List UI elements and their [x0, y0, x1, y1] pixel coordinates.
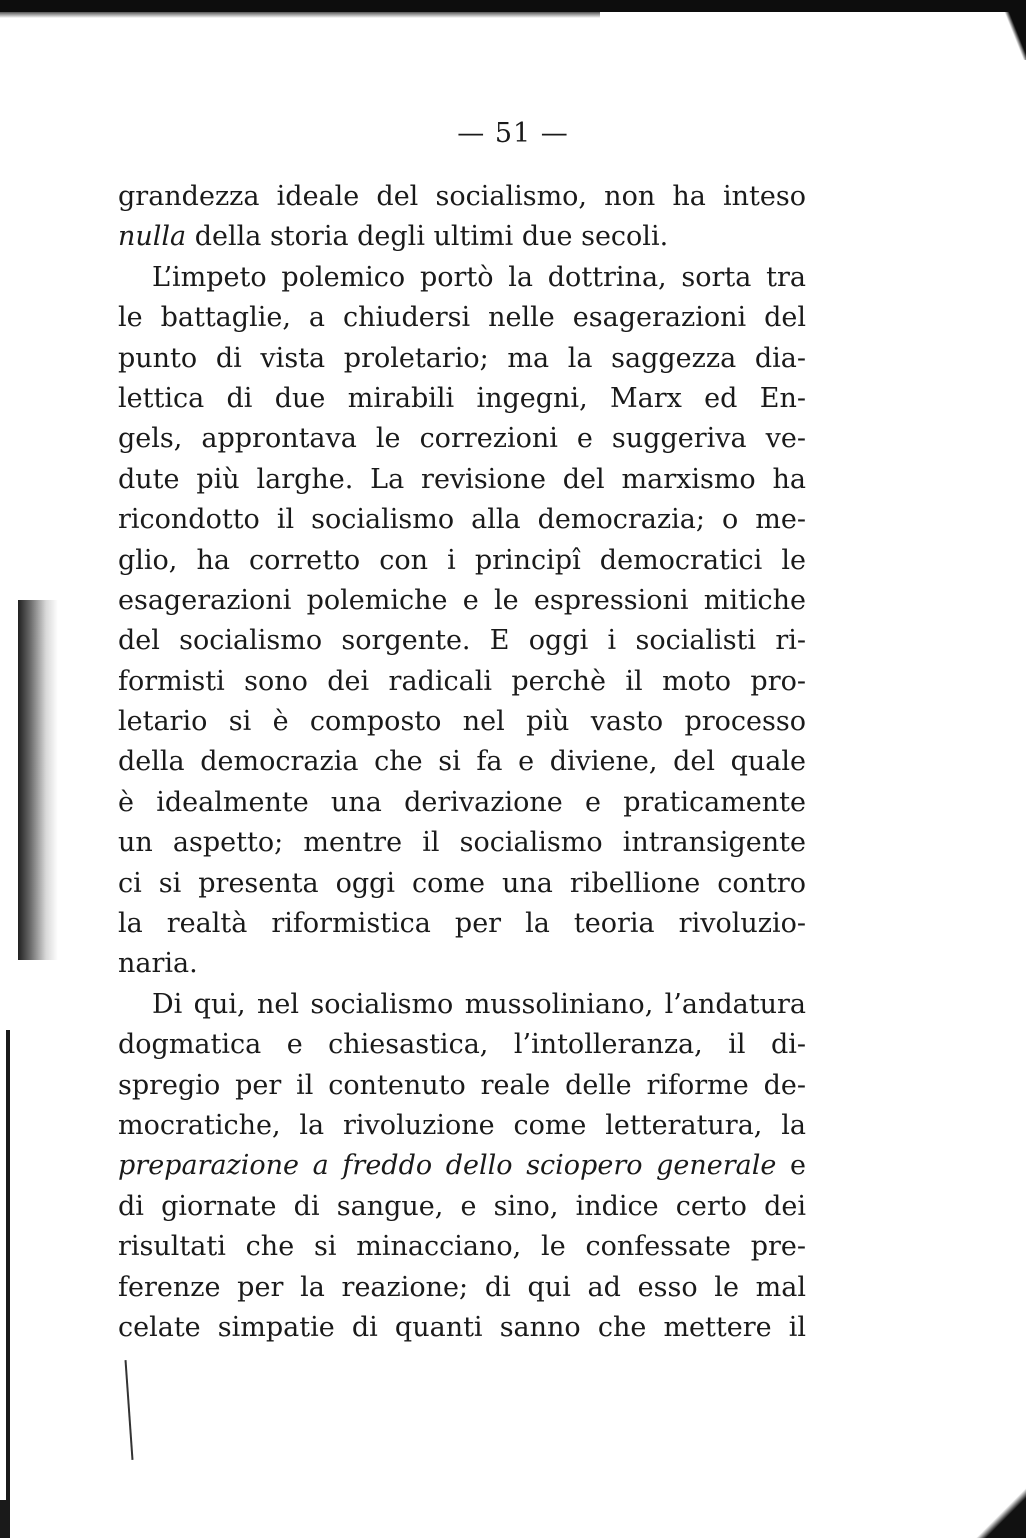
- text-line: L’impeto polemico portò la dottrina, sorta tra: [152, 261, 806, 293]
- text-line: letario si è composto nel più vasto processo: [118, 706, 806, 738]
- text-line: lettica di due mirabili ingegni, Marx ed En-: [118, 382, 806, 414]
- text-line: formisti sono dei radicali perchè il moto pro-: [118, 665, 806, 697]
- body-text: [118, 177, 806, 1348]
- text-line: di giornate di sangue, e sino, indice certo dei: [118, 1190, 806, 1222]
- scan-binding-shadow: [18, 600, 58, 960]
- text-line: esagerazioni polemiche e le espressioni mitiche: [118, 584, 806, 616]
- scan-bottom-right-corner: [976, 1488, 1026, 1538]
- text-line: punto di vista proletario; ma la saggezza dia-: [118, 342, 806, 374]
- text-line: grandezza ideale del socialismo, non ha inteso: [118, 181, 806, 212]
- text-line: nulla della storia degli ultimi due secoli.: [118, 221, 669, 253]
- text-line: Di qui, nel socialismo mussoliniano, l’andatura: [152, 988, 806, 1020]
- text-line: ferenze per la reazione; di qui ad esso le mal: [118, 1271, 806, 1303]
- italic-phrase: nulla: [118, 221, 187, 253]
- scan-top-edge: [0, 0, 1026, 12]
- scan-left-edge-corner: [0, 1500, 10, 1538]
- text-line: un aspetto; mentre il socialismo intransigente: [118, 827, 806, 859]
- text-line: della democrazia che si fa e diviene, del quale: [118, 746, 806, 778]
- text-line: ricondotto il socialismo alla democrazia; o me-: [118, 504, 806, 536]
- text-line: glio, ha corretto con i principî democratici le: [118, 544, 806, 576]
- text-line: preparazione a freddo dello sciopero generale e: [118, 1150, 806, 1182]
- scan-right-corner: [1002, 0, 1026, 60]
- scan-left-edge-line: [6, 1030, 10, 1510]
- text-line: celate simpatie di quanti sanno che mettere il: [118, 1311, 806, 1343]
- text-line: la realtà riformistica per la teoria rivoluzio-: [118, 908, 806, 940]
- text-line: spregio per il contenuto reale delle riforme de-: [118, 1069, 806, 1101]
- text-line: risultati che si minacciano, le confessate pre-: [118, 1231, 806, 1263]
- text-line: ci si presenta oggi come una ribellione contro: [118, 867, 806, 899]
- page-number: — 51 —: [457, 118, 569, 149]
- text-line: gels, approntava le correzioni e suggeriva ve-: [118, 423, 806, 455]
- scan-bottom-mark: [125, 1360, 134, 1460]
- italic-phrase: preparazione a freddo dello sciopero generale: [118, 1150, 777, 1182]
- text-line: le battaglie, a chiudersi nelle esagerazioni del: [118, 302, 806, 334]
- text-line: del socialismo sorgente. E oggi i socialisti ri-: [118, 625, 806, 657]
- text-line: mocratiche, la rivoluzione come letteratura, la: [118, 1109, 806, 1141]
- text-line: è idealmente una derivazione e praticamente: [118, 786, 806, 818]
- text-line: naria.: [118, 948, 198, 980]
- text-line: dogmatica e chiesastica, l’intolleranza, il di-: [118, 1029, 806, 1061]
- text-line: dute più larghe. La revisione del marxismo ha: [118, 463, 806, 495]
